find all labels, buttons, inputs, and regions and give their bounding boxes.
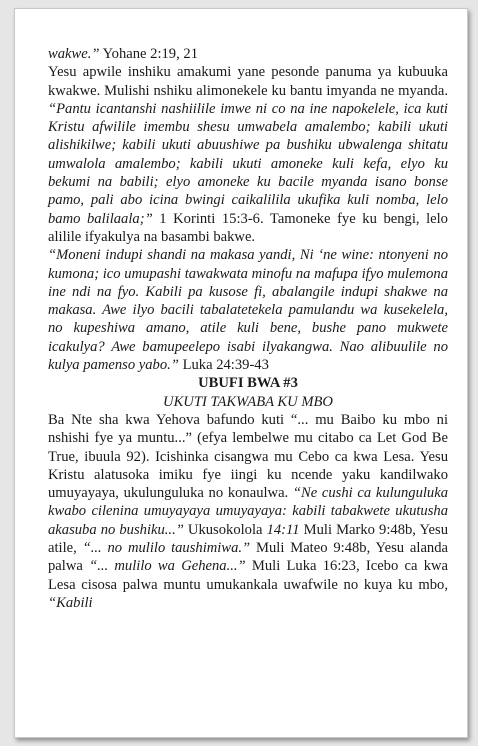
section-heading: UBUFI BWA #3 [198, 375, 298, 392]
book-page [14, 8, 468, 738]
body-text: Ba Nte sha kwa Yehova bafundo kuti “... mu Baibo ku mbo ni nshishi fye ya muntu...” (efya lembelwe mu citabo ca Let God Be True, ibuula 92). Icishinka cisangwa mu Cebo ca kwa Lesa. Yesu Kristu alatusoka imiku fye iingi ku ncende yaku kandilwako umuyayaya, ukulunguluka no konaulwa. [48, 411, 448, 502]
paragraph-4 [48, 411, 448, 612]
paragraph-3 [48, 246, 448, 374]
body-text: Ukusokolola [183, 521, 267, 538]
scripture-quote: “Kabili [48, 594, 93, 611]
scripture-quote: wakwe.” [48, 46, 100, 62]
section-subheading: UKUTI TAKWABA KU MBO [163, 393, 333, 410]
body-text: 1 Korinti 15:3-6. Tamoneke fye ku bengi, lelo alilile ifyakulya na basambi bakwe. [48, 210, 448, 245]
body-text: Muli Marko 9:48b, Yesu atile, [48, 521, 448, 557]
body-text: Muli Luka 16:23, Icebo ca kwa Lesa cisosa palwa muntu umukankala uwafwile no kuya ku mbo, [48, 558, 449, 593]
scripture-quote: “Ne cushi ca kulunguluka kwabo cilenina umuyayaya umuyayaya: kabili tabakwete ukutusha akasuba no bushiku...” [48, 485, 448, 538]
scripture-quote: “... mulilo wa Gehena...” [89, 558, 246, 575]
paragraph-1 [48, 45, 448, 63]
page-text [48, 45, 448, 612]
scripture-quote: “Pantu icantanshi nashiilile imwe ni co na ine napokelele, ica kuti Kristu afwilile imembu shesu umwabela amalembo; kabili ukuti alishikilwe; kabili ukuti abuushiwe pa bushiku ubwalenga shitatu umwalola amalembo; kabili ukuti amoneke kuli kefa, elyo ku bekumi na babili; elyo amoneke ku bacile myanda isano bonse pamo, pali abo icina bwingi caikalilila ukufika kuli nomba, lelo bamo balilaala;” [48, 100, 448, 227]
paragraph-2 [48, 63, 448, 246]
body-text: Muli Mateo 9:48b, Yesu alanda palwa [48, 540, 448, 575]
body-text: Yesu apwile inshiku amakumi yane pesonde panuma ya kubuuka kwakwe. Mulishi nshiku alimonekele ku bantu imyanda ne myanda. [48, 64, 448, 99]
scripture-reference: Yohane 2:19, 21 [99, 46, 198, 62]
scripture-quote: 14:11 [266, 521, 300, 538]
scripture-reference: Luka 24:39-43 [178, 357, 269, 374]
scripture-quote: “Moneni indupi shandi na makasa yandi, Ni ‘ne wine: ntonyeni no kumona; ico umupashi tawakwata minofu na mafupa ifyo mulemona ine ndi na fyo. Kabili pa kusose fi, abalangile indupi shakwe na makasa. Awe ilyo bacili tabalatetekela pamulandu wa kusekelela, no kupeshiwa amano, atile kuli bene, bushe pano mukwete icakulya? Awe bamupeelepo isabi ilyakangwa. Nao alibuulile no kulya pamenso yabo.” [48, 247, 448, 374]
scripture-quote: “... no mulilo taushimiwa.” [82, 540, 251, 557]
